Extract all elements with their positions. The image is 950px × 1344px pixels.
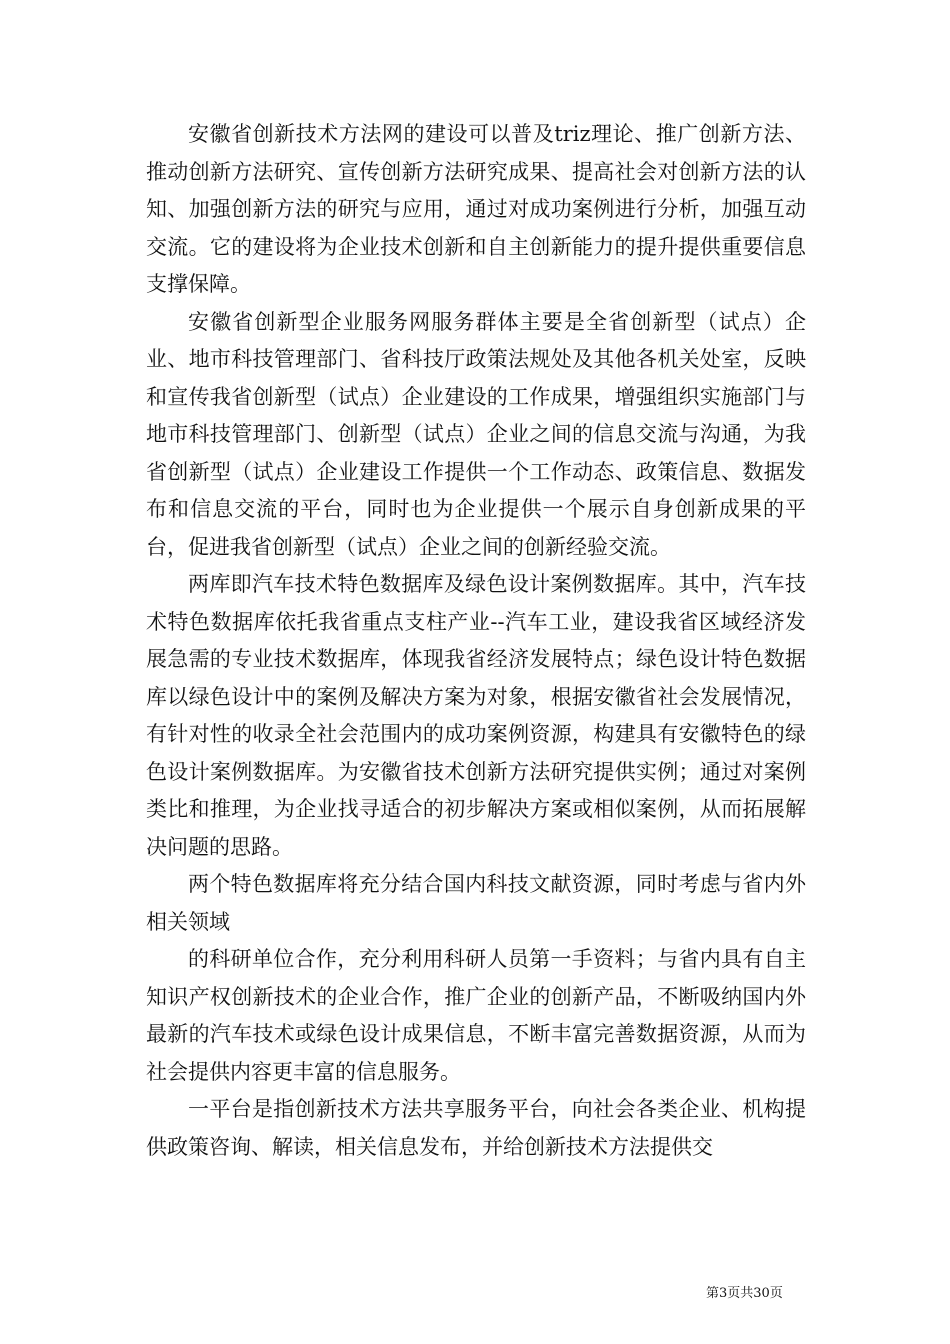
paragraph-research-cooperation: 的科研单位合作，充分利用科研人员第一手资料；与省内具有自主知识产权创新技术的企业合作，推广企业的创新产品，不断吸纳国内外最新的汽车技术或绿色设计成果信息，不断丰富完善数据资源，从而为社会提供内容更丰富的信息服务。 <box>146 947 806 1084</box>
paragraph-two-databases: 两库即汽车技术特色数据库及绿色设计案例数据库。其中，汽车技术特色数据库依托我省重点支柱产业--汽车工业，建设我省区域经济发展急需的专业技术数据库，体现我省经济发展特点；绿色设计特色数据库以绿色设计中的案例及解决方案为对象，根据安徽省社会发展情况，有针对性的收录全社会范围内的成功案例资源，构建具有安徽特色的绿色设计案例数据库。为安徽省技术创新方法研究提供实例；通过对案例类比和推理，为企业找寻适合的初步解决方案或相似案例，从而拓展解决问题的思路。 <box>146 572 806 859</box>
paragraph-enterprise-service-network: 安徽省创新型企业服务网服务群体主要是全省创新型（试点）企业、地市科技管理部门、省科技厅政策法规处及其他各机关处室，反映和宣传我省创新型（试点）企业建设的工作成果，增强组织实施部门与地市科技管理部门、创新型（试点）企业之间的信息交流与沟通，为我省创新型（试点）企业建设工作提供一个工作动态、政策信息、数据发布和信息交流的平台，同时也为企业提供一个展示自身创新成果的平台，促进我省创新型（试点）企业之间的创新经验交流。 <box>146 309 806 559</box>
paragraph-sharing-platform: 一平台是指创新技术方法共享服务平台，向社会各类企业、机构提供政策咨询、解读，相关信息发布，并给创新技术方法提供交 <box>146 1097 806 1159</box>
document-body <box>146 116 806 1166</box>
page-number: 第3页共30页 <box>706 1286 783 1301</box>
paragraph-database-resources: 两个特色数据库将充分结合国内科技文献资源，同时考虑与省内外相关领域 <box>146 872 806 934</box>
paragraph-website-construction: 安徽省创新技术方法网的建设可以普及triz理论、推广创新方法、推动创新方法研究、宣传创新方法研究成果、提高社会对创新方法的认知、加强创新方法的研究与应用，通过对成功案例进行分析，加强互动交流。它的建设将为企业技术创新和自主创新能力的提升提供重要信息支撑保障。 <box>146 122 806 296</box>
